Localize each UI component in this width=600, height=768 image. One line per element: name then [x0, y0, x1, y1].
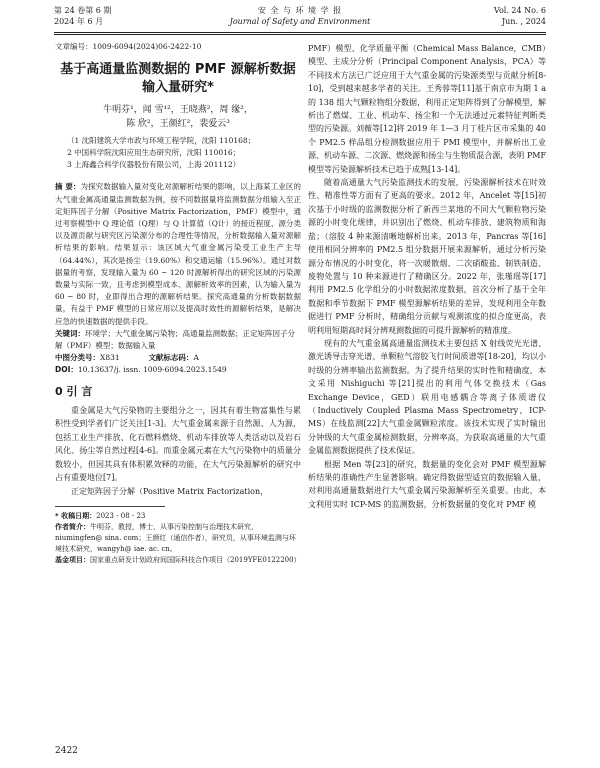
- author-bio-label: 作者简介：: [55, 522, 90, 531]
- right-column: [308, 42, 546, 511]
- keywords: [55, 328, 301, 352]
- doi-label: DOI：: [55, 365, 78, 375]
- doc-value: A: [193, 353, 199, 363]
- affiliation-line: 2 中国科学院沈阳应用生态研究所，沈阳 110016；: [67, 148, 241, 158]
- received-date: 2023 - 08 - 23: [96, 511, 146, 520]
- abstract-label: 摘 要：: [55, 182, 81, 192]
- header-rule-2: [54, 34, 546, 35]
- footnote: [55, 511, 301, 566]
- fund-label: 基金项目：: [55, 555, 90, 564]
- author-line: 陈 欣²，王颜红²，裴爱云³: [126, 119, 230, 130]
- intro-paragraph: 重金属是大气污染物的主要组分之一，因其有着生物富集性与累积性受到学者们广泛关注[1-3]。大气重金属来源于自然源、人为源，包括工业生产排放、化石燃料燃烧、机动车排放等人类活动以及岩石风化、扬尘等自然过程[4-6]。而重金属元素在大气污染物中的质量分数较小，但因其具有体积累效释的功能，在大气污染源解析的研究中占有重要地位[7]。: [55, 406, 301, 483]
- paper-title: 基于高通量监测数据的 PMF 源解析数据输入量研究*: [60, 62, 296, 96]
- intro-paragraph: 正定矩阵因子分解（Positive Matrix Factorization，: [71, 486, 269, 496]
- header-volume-en: Vol. 24 No. 6: [493, 6, 546, 15]
- page-number: 2422: [55, 746, 78, 756]
- affiliation-line: （1 沈阳建筑大学市政与环境工程学院，沈阳 110168；: [67, 136, 256, 146]
- classification: [55, 352, 301, 364]
- abstract: [55, 181, 301, 327]
- header-volume: 第 24 卷第 6 期: [54, 6, 112, 15]
- footnote-rule: [55, 506, 165, 507]
- running-header: [54, 4, 546, 32]
- doc-label: 文献标志码：: [148, 353, 194, 363]
- doi: [55, 364, 301, 376]
- clc-label: 中图分类号：: [55, 353, 100, 363]
- affiliation-line: 3 上海鑫合科学仪器股份有限公司，上海 201112）: [67, 160, 241, 170]
- section-heading: 0 引 言: [55, 384, 93, 398]
- header-date-en: Jun. , 2024: [501, 17, 546, 26]
- header-date: 2024 年 6 月: [54, 17, 104, 26]
- header-journal-en: Journal of Safety and Environment: [229, 17, 371, 26]
- keywords-text: 环境学；大气重金属污染物；高通量监测数据；正定矩阵因子分解（PMF）模型；数据输入量: [55, 328, 295, 351]
- affiliations: [55, 135, 301, 171]
- body-paragraph: 根据 Men 等[23]的研究，数据量的变化会对 PMF 模型源解析结果的准确性产生显著影响。确定得数据型适宜的数据输入量，对利用高通量数据进行大气重金属污染源解析至关重要。由此，本文利用实时 ICP-MS 的监测数据，分析数据量的变化对 PMF 模: [308, 459, 546, 509]
- article-number: 文章编号：1009-6094(2024)06-2422-10: [55, 42, 202, 51]
- clc-value: X831: [100, 353, 120, 363]
- header-center: [54, 5, 546, 27]
- body-paragraph: PMF）模型、化学质量平衡（Chemical Mass Balance，CMB）模型、主成分分析（Principal Component Analysis，PCA）等不同技术方法已广泛应用于大气重金属的污染源类型与贡献分析[8-10]，受到越来越多学者的关注。王秀蓉等[11]基于南京市为期 1 a 的 138 组大气颗粒物组分数据，利用正定矩阵得到了分解模型，解析出了燃煤、工业、机动车、扬尘和一个无法通过元素特征判断类型的污染源。刘薇等[12]将 2019 年 1—3 月丁桂片区市采集的 40 个 PM2.5 样品组分检测数据应用于 PMI 模型中，并解析出工业源、机动车源、二次源、燃烧源和扬尘与生物质混合源，表明 PMF 模型等污染源解析技术已趋于成熟[13-14]。: [308, 44, 546, 174]
- header-right: [494, 5, 546, 27]
- header-rule: [54, 32, 546, 33]
- fund-text: 国家重点研发计划政府间国际科技合作项目（2019YFE0122200）: [90, 555, 301, 564]
- authors: [55, 103, 301, 131]
- body-paragraph: 现有的大气重金属高通量监测技术主要包括 X 射线荧光光谱、激光诱导击穿光谱、单颗粒气溶胶飞行时间质谱等[18-20]，均以小时级的分辨率输出监测数据。为了提升结果的实时性和精确度，本文采用 Nishiguchi 等[21]提出的利用气体交换技术（Gas Exchange Device，GED）联用电感耦合等离子体质谱仪（Inductively Coupled Plasma Mass Spectrometry，ICP-MS）在线监测[22]大气重金属颗粒浓度。该技术实现了实时输出分钟级的大气重金属检测数据，分辨率高，为获取高通量的大气重金属监测数据提供了技术保证。: [308, 338, 546, 456]
- author-line: 牛明芬¹，闻 雪¹²，王晓燕²，周 缘²，: [103, 105, 253, 116]
- header-journal-cn: 安 全 与 环 境 学 报: [257, 6, 343, 15]
- keywords-label: 关键词：: [55, 328, 85, 338]
- abstract-text: 为探究数据输入量对变化对源解析结果的影响，以上海某工业区的大气重金属高通量监测数据为例，按不同数据量将监测数据分组输入至正定矩阵因子分解（Positive Matrix Factorization，PMF）模型中，通过考察模型中 Q 理论值（Q理）与 Q 计算值（Q计）的接近程度、源分类以及源贡献与研究区污染源分布的合理性等情况，分析数据输入量对源解析结果的影响。结果显示：该区域大气重金属污染受工业生产主导（64.44%），其次是扬尘（19.60%）和交通运输（15.96%）。通过对数据量的考察，发现输入量为 60 ~ 120 时源解析得出的研究区域的污染源数量与实际一致，且考虑到模型成本、源解析效率的因素，认为输入量为 60 ~ 80 时，业即得出合理的源解析结果。探究高通量的分析数据数据量，有益于 PMF 模型的日常应用以及提高时效性的源解析结果，是解决应急的快速数据的提供手段。: [55, 182, 301, 326]
- received-label: * 收稿日期：: [55, 511, 97, 520]
- body-paragraph: 随着高通量大气污染监测技术的发展，污染源解析技术在时效性、精准性等方面有了更高的要求。2012 年，Ancelet 等[15]初次基于小时级的监测数据分析了新西兰某地的不同大气颗粒物污染源的小时变化规律，并识别出了燃烧、机动车排放、建筑物质和海盐；（溶胶 4 种来源清晰地解析出来。2013 年，Pancras 等[16]使用相同分辨率的 PM2.5 组分数据开展来源解析，通过分析污染源分布情况的小时变化，将一次暖散烟、二次硝酸盐、制铁制造、废物处置与 10 种来源进行了精确区分。2022 年，张瑾瑶等[17]利用 PM2.5 化学组分的小时数据浓度数据，首次分析了基于全年数据和季节数据下 PMF 模型源解析结果的差异，发现利用全年数据进行 PMF 分析时，精确组分贡献与观测浓度的拟合度更高，表明利用短期高时间分辨观测数据的可提升源解析的精准度。: [308, 178, 546, 335]
- doi-value: 10.13637/j. issn. 1009-6094.2023.1549: [77, 365, 227, 375]
- left-column: [55, 40, 301, 566]
- author-bio: 牛明芬，教授，博士，从事污染控制与治理技术研究，niumingfen@ sina. com；王颜红（通信作者），研究员，从事环境监测与环境技术研究，wangyh@ iae. ac. cn。: [55, 522, 296, 553]
